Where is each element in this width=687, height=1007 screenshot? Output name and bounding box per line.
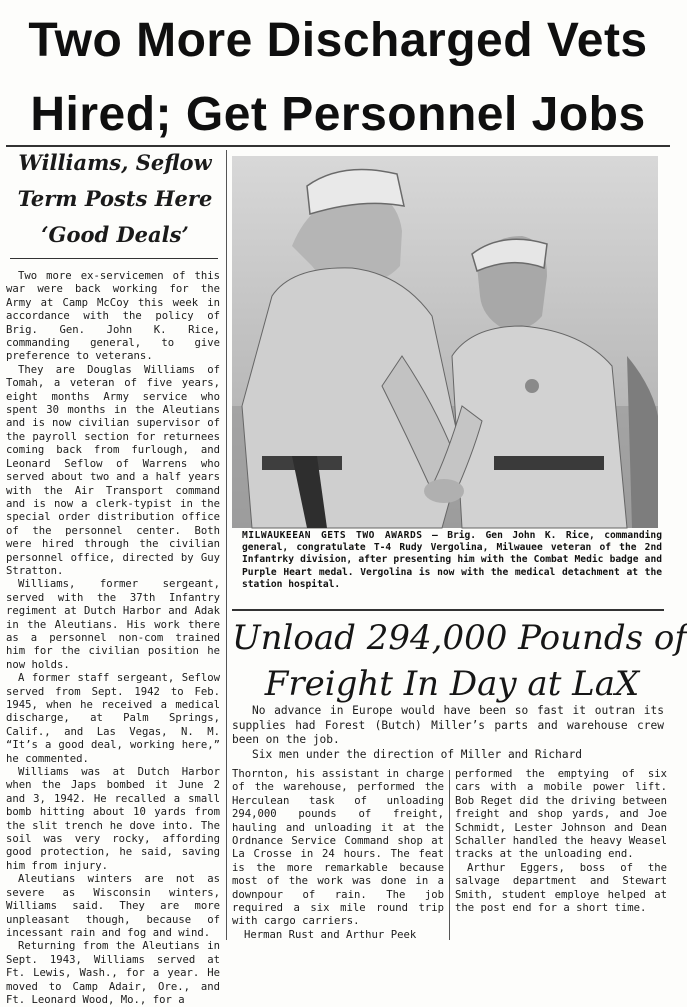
second-headline-line2: Freight In Day at LaX	[264, 664, 640, 704]
left-article-column	[6, 270, 220, 1006]
left-paragraph: A former staff sergeant, Seflow served from Sept. 1942 to Feb. 1945, when he received a medical discharge, at Palm Springs, Calif., and Las Vegas, N. M. “It’s a good deal, working here,” he commented.	[6, 672, 220, 765]
left-paragraph: Returning from the Aleutians in Sept. 1943, Williams served at Ft. Lewis, Wash., for a year. He moved to Camp Adair, Ore., and Ft. Leonard Wood, Mo., for a	[6, 940, 220, 1006]
left-paragraph: They are Douglas Williams of Tomah, a veteran of five years, eight months Army service who spent 30 months in the Aleutians and is now civilian supervisor of the payroll section for returnees coming back from furlough, and Leonard Seflow of Warrens who served about two and a half years with the Air Transport command and is now a clerk-typist in the special order distribution office of the personnel center. Both were hired through the civilian personnel office, directed by Guy Stratton.	[6, 363, 220, 577]
handshake	[424, 479, 464, 503]
left-paragraph: Aleutians winters are not as severe as Wisconsin winters, Williams said. They are more unpleasant though, because of incessant rain and fog and wind.	[6, 873, 220, 939]
deck-line2: Term Posts Here	[17, 186, 213, 211]
deck-line3: ‘Good Deals’	[41, 222, 189, 247]
left-paragraph: Williams, former sergeant, served with the 37th Infantry regiment at Dutch Harbor and Adak in the Aleutians. His work there as a personnel non-com trained him for the civilian position he now holds.	[6, 578, 220, 671]
column-divider-2	[449, 770, 450, 940]
deck-line1: Williams, Seflow	[18, 150, 212, 175]
caption-rule	[232, 609, 664, 611]
main-headline-line1: Two More Discharged Vets	[28, 14, 648, 67]
photo-illustration	[232, 156, 658, 528]
col-b-paragraph: Arthur Eggers, boss of the salvage department and Stewart Smith, student employe helped at the post end for a short time.	[455, 861, 667, 915]
caption-lead: MILWAUKEEAN GETS TWO AWARDS	[242, 530, 423, 541]
second-story-col-a	[232, 768, 444, 941]
left-paragraph: Two more ex-servicemen of this war were back working for the Army at Camp McCoy this week in accordance with the policy of Brig. Gen. John K. Rice, commanding general, to give preference to veterans.	[6, 270, 220, 363]
deck-rule	[10, 258, 218, 259]
caption-body: — Brig. Gen John K. Rice, commanding general, congratulate T-4 Rudy Vergolina, Milwauee veteran of the 2nd Infantrky division, after presenting him with the Combat Medic badge and Purple Heart medal. Vergolina is now with the medical detachment at the station hospital.	[242, 530, 662, 590]
main-headline-line2: Hired; Get Personnel Jobs	[30, 88, 646, 141]
second-story-col-b	[455, 768, 667, 938]
photo-caption	[242, 530, 662, 591]
headline-rule	[6, 145, 670, 147]
left-paragraph: Williams was at Dutch Harbor when the Japs bombed it June 2 and 3, 1942. He recalled a small bomb hitting about 10 yards from the slit trench he dove into. The soil was very rocky, affording good protection, he said, saving him from injury.	[6, 766, 220, 872]
col-a-paragraph: Thornton, his assistant in charge of the warehouse, performed the Herculean task of unloading 294,000 pounds of freight, hauling and unloading it at the Ordnance Service Command shop at La Crosse in 24 hours. The feat is the more remarkable because most of the work was done in a downpour of rain. The job required a six mile round trip with cargo carriers.	[232, 768, 444, 928]
lede-paragraph: Six men under the direction of Miller and Richard	[252, 747, 583, 761]
second-story-lede	[232, 704, 664, 762]
news-photo	[232, 156, 658, 528]
lede-paragraph: No advance in Europe would have been so fast it outran its supplies had Forest (Butch) Miller’s parts and warehouse crew been on the job.	[232, 704, 664, 746]
column-divider	[226, 150, 227, 940]
col-a-paragraph: Herman Rust and Arthur Peek	[244, 928, 417, 941]
col-b-paragraph: performed the emptying of six cars with a mobile power lift. Bob Reget did the driving between freight and shop yards, and Joe Schmidt, Lester Johnson and Dean Schaller handled the heavy Weasel tracks at the unloading end.	[455, 768, 667, 861]
second-headline-line1: Unload 294,000 Pounds of	[232, 618, 687, 658]
